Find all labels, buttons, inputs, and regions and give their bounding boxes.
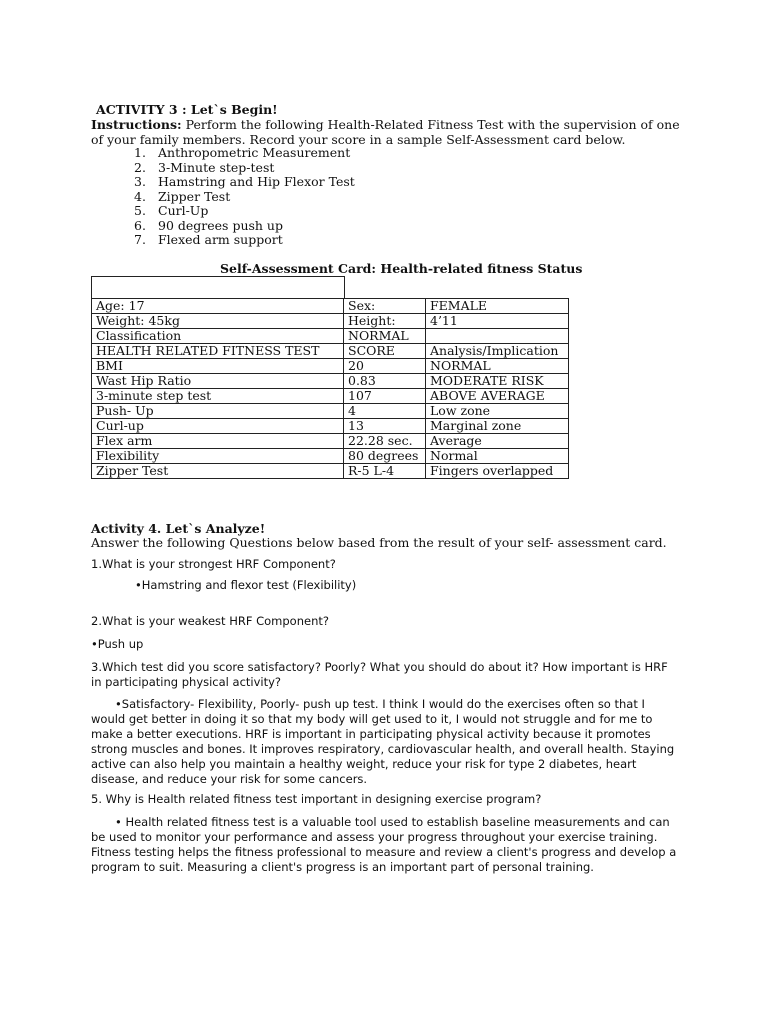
table-row xyxy=(92,374,569,389)
list-item xyxy=(134,190,355,205)
table-cell: Push- Up xyxy=(92,404,344,419)
table-cell: FEMALE xyxy=(426,299,569,314)
list-label: Anthropometric Measurement xyxy=(158,145,351,160)
table-cell: Classification xyxy=(92,329,344,344)
answer-1: •Hamstring and flexor test (Flexibility) xyxy=(135,578,357,592)
name-box xyxy=(91,276,345,299)
table-cell: MODERATE RISK xyxy=(426,374,569,389)
table-cell: 80 degrees xyxy=(344,449,426,464)
table-cell: Flex arm xyxy=(92,434,344,449)
question-3: 3.Which test did you score satisfactory? Poorly? What you should do about it? How important is HRF in participating physical activity? xyxy=(91,660,668,689)
table-cell: R-5 L-4 xyxy=(344,464,426,479)
table-row xyxy=(92,464,569,479)
list-item xyxy=(134,219,355,234)
table-row xyxy=(92,404,569,419)
table-row xyxy=(92,449,569,464)
table-cell: Marginal zone xyxy=(426,419,569,434)
instructions-text: Perform the following Health-Related Fitness Test with the supervision of one of your family members. Record your score in a sample Self-Assessment card below. xyxy=(91,117,680,147)
table-cell: Normal xyxy=(426,449,569,464)
question-5: 5. Why is Health related fitness test important in designing exercise program? xyxy=(91,792,542,806)
question-1: 1.What is your strongest HRF Component? xyxy=(91,557,336,571)
table-cell: Low zone xyxy=(426,404,569,419)
answer-5: • Health related fitness test is a valuable tool used to establish baseline measurements and can be used to monitor your performance and assess your progress throughout your exercise training. Fitness testing helps the fitness professional to measure and review a client's progress and develop a program to suit. Measuring a client's progress is an important part of personal training. xyxy=(91,815,677,874)
table-cell: Analysis/Implication xyxy=(426,344,569,359)
table-cell: 0.83 xyxy=(344,374,426,389)
list-item xyxy=(134,204,355,219)
list-label: Curl-Up xyxy=(158,203,209,218)
table-row xyxy=(92,329,569,344)
table-row xyxy=(92,359,569,374)
list-number: 5. xyxy=(134,203,146,218)
table-cell: NORMAL xyxy=(426,359,569,374)
list-item xyxy=(134,161,355,176)
test-list xyxy=(134,146,355,248)
table-cell: 3-minute step test xyxy=(92,389,344,404)
table-cell: Age: 17 xyxy=(92,299,344,314)
list-label: 90 degrees push up xyxy=(158,217,283,233)
table-row xyxy=(92,419,569,434)
table-cell: 4 xyxy=(344,404,426,419)
table-cell: 22.28 sec. xyxy=(344,434,426,449)
list-label: Zipper Test xyxy=(158,188,231,204)
answer-3: •Satisfactory- Flexibility, Poorly- push up test. I think I would do the exercises often so that I would get better in doing it so that my body will get used to it, I would not struggle and for me to make a better executions. HRF is important in participating physical activity because it promotes strong muscles and bones. It improves respiratory, cardiovascular health, and overall health. Staying active can also help you maintain a healthy weight, reduce your risk for type 2 diabetes, heart disease, and reduce your risk for some cancers. xyxy=(91,697,675,786)
list-item xyxy=(134,146,355,161)
instructions xyxy=(91,117,691,147)
table-cell: 13 xyxy=(344,419,426,434)
table-row xyxy=(92,314,569,329)
table-cell: NORMAL xyxy=(344,329,426,344)
table-cell: Zipper Test xyxy=(92,464,344,479)
table-row xyxy=(92,434,569,449)
table-cell: 20 xyxy=(344,359,426,374)
list-item xyxy=(134,175,355,190)
table-cell: Fingers overlapped xyxy=(426,464,569,479)
list-number: 3. xyxy=(134,174,146,189)
list-label: 3-Minute step-test xyxy=(158,159,275,175)
assessment-table xyxy=(91,298,569,479)
table-cell: Sex: xyxy=(344,299,426,314)
list-number: 2. xyxy=(134,159,146,175)
list-label: Hamstring and Hip Flexor Test xyxy=(158,174,355,189)
list-number: 7. xyxy=(134,232,146,247)
list-number: 4. xyxy=(134,188,146,204)
table-cell: 4’11 xyxy=(426,314,569,329)
activity4-title: Activity 4. Let`s Analyze! xyxy=(91,521,266,536)
list-item xyxy=(134,233,355,248)
answer-2: •Push up xyxy=(91,637,144,651)
table-row xyxy=(92,299,569,314)
table-cell: HEALTH RELATED FITNESS TEST xyxy=(92,344,344,359)
table-cell: Height: xyxy=(344,314,426,329)
table-row xyxy=(92,344,569,359)
table-cell: Weight: 45kg xyxy=(92,314,344,329)
question-2: 2.What is your weakest HRF Component? xyxy=(91,614,329,628)
table-cell: ABOVE AVERAGE xyxy=(426,389,569,404)
table-cell: Curl-up xyxy=(92,419,344,434)
table-cell: SCORE xyxy=(344,344,426,359)
table-cell: BMI xyxy=(92,359,344,374)
table-row xyxy=(92,389,569,404)
activity3-title: ACTIVITY 3 : Let`s Begin! xyxy=(96,102,278,117)
list-label: Flexed arm support xyxy=(158,232,283,247)
instructions-label: Instructions: xyxy=(91,117,182,132)
table-cell: Wast Hip Ratio xyxy=(92,374,344,389)
list-number: 6. xyxy=(134,217,146,233)
card-title: Self-Assessment Card: Health-related fitness Status xyxy=(220,261,583,276)
table-cell xyxy=(426,329,569,344)
table-cell: Flexibility xyxy=(92,449,344,464)
table-cell: 107 xyxy=(344,389,426,404)
activity4-intro: Answer the following Questions below based from the result of your self- assessment card. xyxy=(91,535,667,550)
list-number: 1. xyxy=(134,145,146,160)
table-cell: Average xyxy=(426,434,569,449)
